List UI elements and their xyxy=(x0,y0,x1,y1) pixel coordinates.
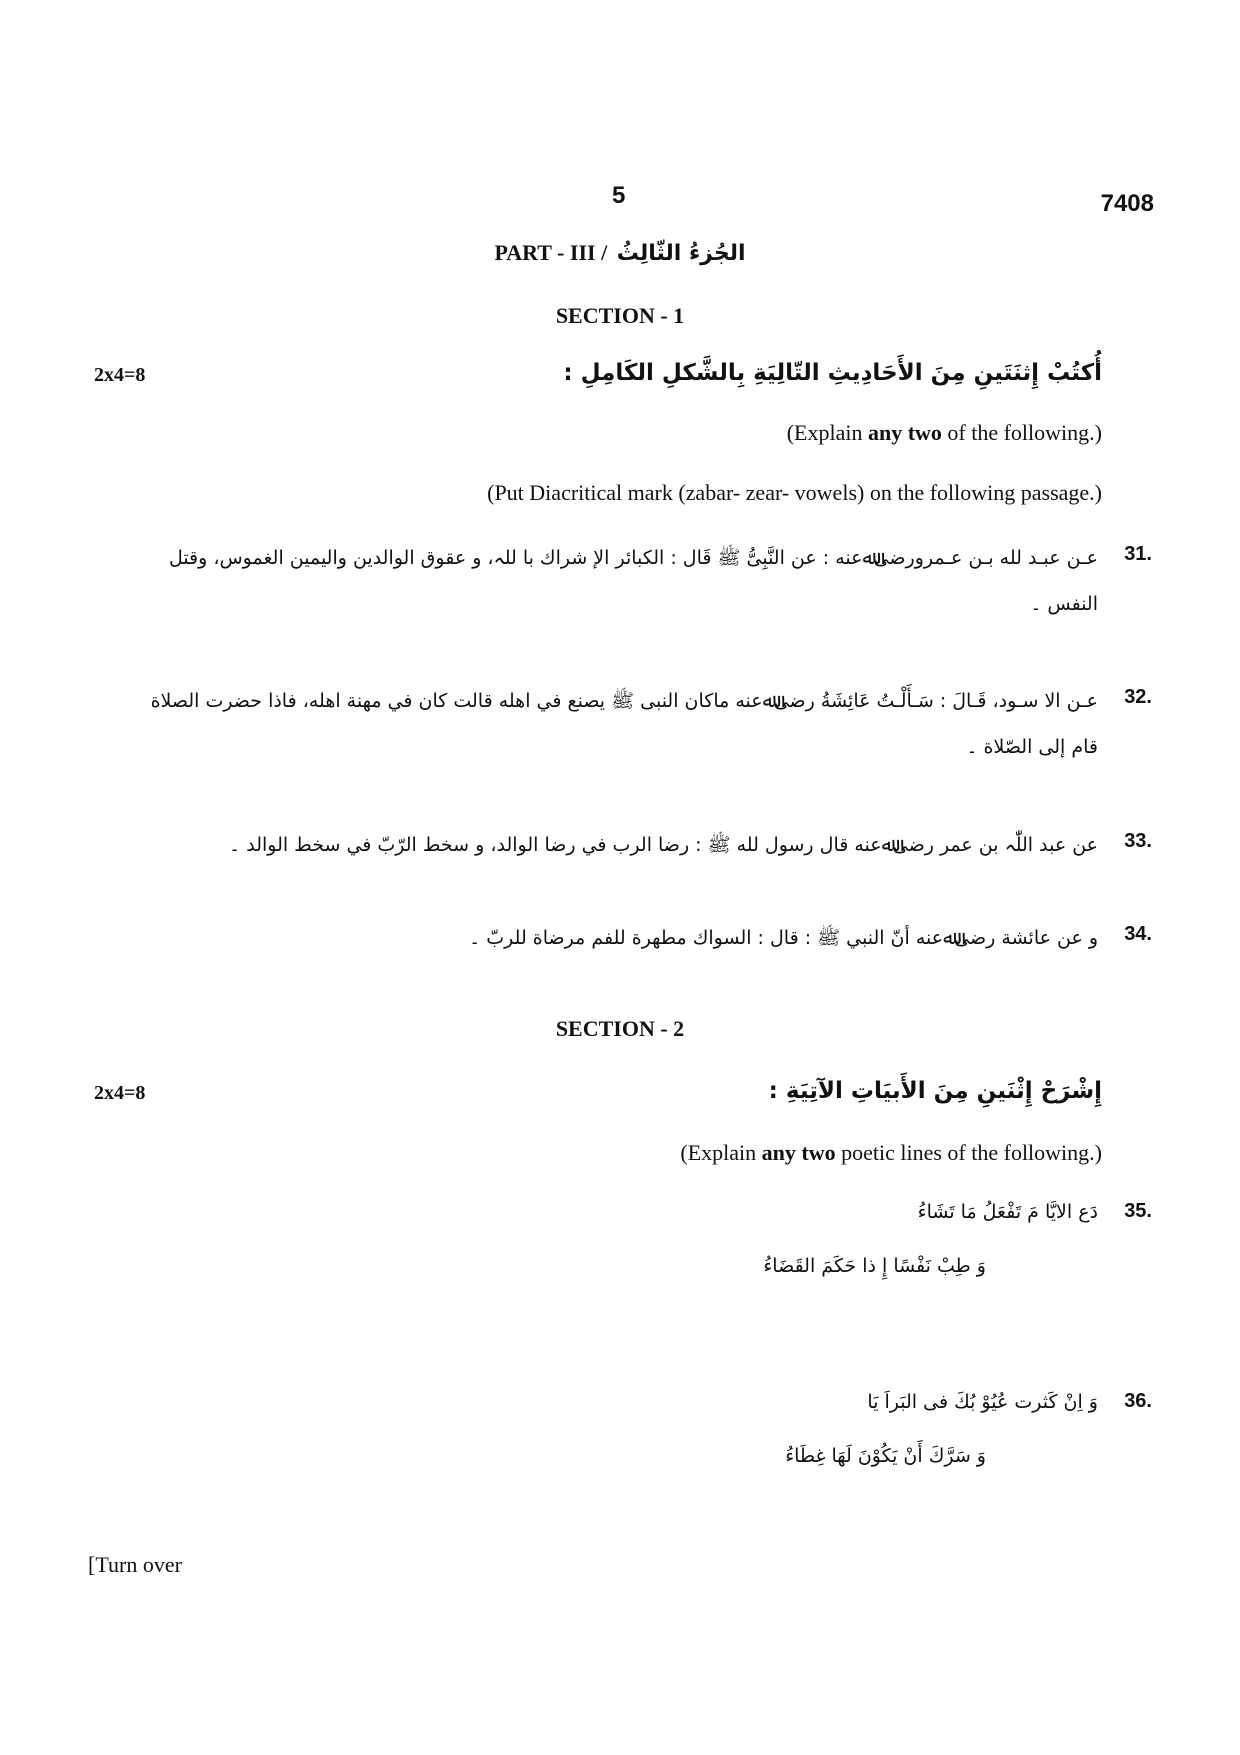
question-text: عـن الا سـود، قَـالَ : سَـأَلْـتُ عَائِشَةُ رضیﷲعنه ماكان النبی ﷺ يصنع في اهله قالت كان في مهنة اهله، فاذا حضرت الصلاة قام إلى الصّلاة ۔ xyxy=(150,690,1098,758)
section-2-marks: 2x4=8 xyxy=(94,1082,146,1104)
question-number: 33. xyxy=(1124,830,1152,852)
verse-line-2: وَ سَرَّكَ أَنْ يَكُوْنَ لَهَا غِطَاءُ xyxy=(785,1445,986,1467)
instruction-text-start: (Explain xyxy=(680,1140,762,1165)
instruction-emphasis: any two xyxy=(761,1140,836,1165)
page-number: 5 xyxy=(612,182,626,209)
question-number: 31. xyxy=(1124,543,1152,565)
question-text: عـن عبـد لله بـن عـمرورضیﷲعنه : عن النَّبِیُّ ﷺ قَال : الكبائر الإ شراك با للہ، و عقوق الوالدين واليمين الغموس، وقتل النفس ۔ xyxy=(168,547,1098,615)
instruction-text-end: poetic lines of the following.) xyxy=(835,1140,1102,1165)
section-2-instruction xyxy=(680,1140,1102,1166)
verse-line-1: وَ اِنْ كَثرت عُيُوْ بُكَ فی البَراَ يَا xyxy=(867,1391,1098,1413)
section-2-arabic-instruction: إِشْرَحْ إِثْنَينِ مِنَ الأَبيَاتِ الآتِيَةِ : xyxy=(768,1078,1102,1104)
section-2-heading: SECTION - 2 xyxy=(555,1016,685,1041)
instruction-emphasis: any two xyxy=(867,420,942,445)
diacritical-instruction: (Put Diacritical mark (zabar- zear- vowels) on the following passage.) xyxy=(487,480,1102,505)
instruction-text-end: of the following.) xyxy=(941,420,1102,445)
turn-over-note: [Turn over xyxy=(88,1552,182,1577)
part-label: PART - III / xyxy=(494,240,608,265)
question-34 xyxy=(150,915,1152,961)
question-text: و عن عائشة رضیﷲعنه أنّ النبي ﷺ : قال : السواك مطهرة للفم مرضاة للربّ ۔ xyxy=(469,927,1098,949)
question-33 xyxy=(150,822,1152,868)
instruction-text-start: (Explain xyxy=(786,420,868,445)
question-31 xyxy=(150,535,1152,627)
question-number: 32. xyxy=(1124,686,1152,708)
question-number: 35. xyxy=(1124,1200,1152,1222)
section-1-marks: 2x4=8 xyxy=(94,364,146,386)
verse-line-2: وَ طِبْ نَفْسًا إِ ذا حَكَمَ القَضَاءُ xyxy=(763,1255,986,1277)
verse-line-1: دَع الايَّا مَ تَفْعَلُ مَا تَشَاءُ xyxy=(917,1201,1098,1223)
question-text: عن عبد اللّٰہ بن عمر رضیﷲعنه قال رسول لله ﷺ : رضا الرب في رضا الوالد، و سخط الرّبّ في سخط الوالد ۔ xyxy=(229,834,1098,856)
question-number: 34. xyxy=(1124,923,1152,945)
section-1-instruction xyxy=(787,420,1102,446)
part-heading xyxy=(0,240,1240,266)
section-1-heading: SECTION - 1 xyxy=(555,303,685,328)
question-36 xyxy=(150,1388,1152,1470)
question-32 xyxy=(150,678,1152,770)
question-number: 36. xyxy=(1124,1390,1152,1412)
section-1-arabic-instruction: أُكتُبْ إِثنَتَينِ مِنَ الأَحَادِيثِ التّالِيَةِ بِالشَّكلِ الكَامِلِ : xyxy=(563,360,1102,386)
question-35 xyxy=(150,1198,1152,1280)
part-label-arabic: الجُزءُ الثّالِثُ xyxy=(616,241,746,266)
paper-code: 7408 xyxy=(1100,190,1154,217)
